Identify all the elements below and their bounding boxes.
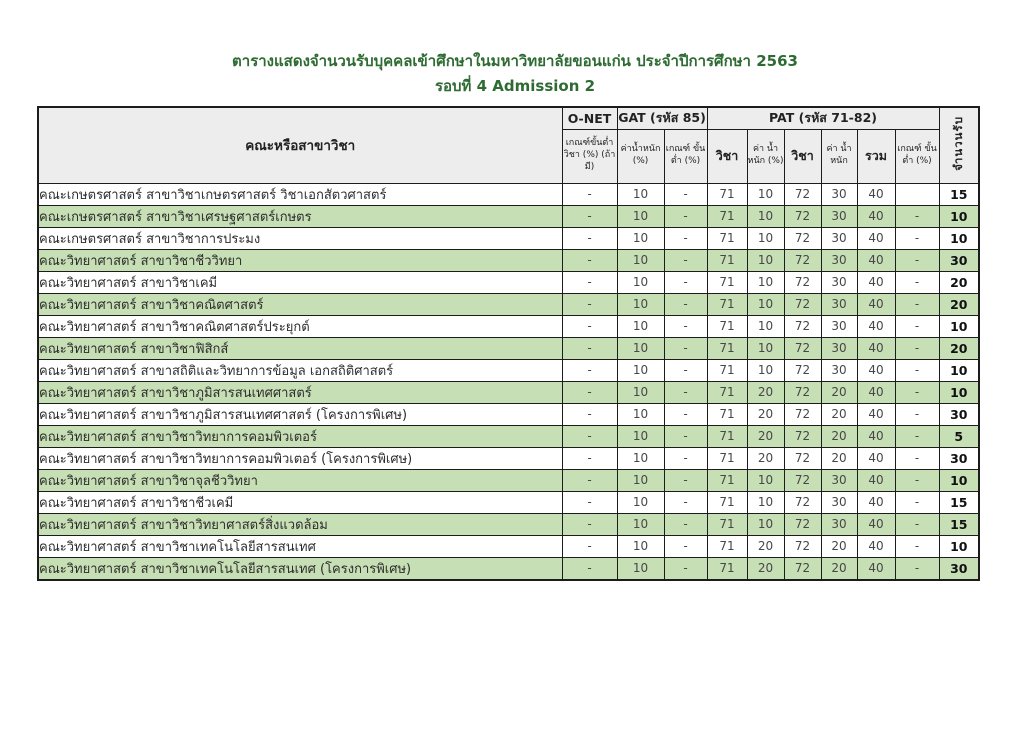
score-cell: - xyxy=(664,425,707,447)
score-cell: 71 xyxy=(707,447,747,469)
score-cell: - xyxy=(895,271,939,293)
table-row xyxy=(38,425,979,447)
score-cell: - xyxy=(562,227,617,249)
table-row xyxy=(38,469,979,491)
faculty-cell: คณะวิทยาศาสตร์ สาขาวิชาเทคโนโลยีสารสนเทศ xyxy=(38,535,562,557)
admission-count-cell: 10 xyxy=(939,469,979,491)
score-cell: 10 xyxy=(617,491,664,513)
score-cell: 71 xyxy=(707,183,747,205)
admission-count-cell: 10 xyxy=(939,359,979,381)
score-cell: 72 xyxy=(784,403,821,425)
score-cell: 71 xyxy=(707,513,747,535)
admission-count-cell: 15 xyxy=(939,183,979,205)
score-cell: 30 xyxy=(821,227,857,249)
score-cell: 40 xyxy=(857,249,895,271)
score-cell: - xyxy=(562,469,617,491)
col-subheader-gat-min: เกณฑ์ ขั้นต่ำ (%) xyxy=(664,129,707,183)
admission-count-cell: 15 xyxy=(939,491,979,513)
faculty-cell: คณะวิทยาศาสตร์ สาขาวิชาภูมิสารสนเทศศาสตร์ (โครงการพิเศษ) xyxy=(38,403,562,425)
page-title: ตารางแสดงจำนวนรับบุคคลเข้าศึกษาในมหาวิทยาลัยขอนแก่น ประจำปีการศึกษา 2563 xyxy=(232,52,798,70)
score-cell: 10 xyxy=(617,535,664,557)
score-cell: 10 xyxy=(617,425,664,447)
col-subheader-onet-min: เกณฑ์ขั้นต่ำวิชา (%) (ถ้ามี) xyxy=(562,129,617,183)
score-cell: 72 xyxy=(784,227,821,249)
faculty-cell: คณะวิทยาศาสตร์ สาขาวิชาคณิตศาสตร์ประยุกต์ xyxy=(38,315,562,337)
score-cell: 40 xyxy=(857,447,895,469)
table-row xyxy=(38,249,979,271)
score-cell: - xyxy=(895,403,939,425)
score-cell: 30 xyxy=(821,205,857,227)
score-cell: 30 xyxy=(821,315,857,337)
score-cell: 30 xyxy=(821,249,857,271)
score-cell: - xyxy=(664,381,707,403)
score-cell: - xyxy=(895,425,939,447)
score-cell: 10 xyxy=(617,293,664,315)
admission-count-cell: 10 xyxy=(939,205,979,227)
score-cell: - xyxy=(895,249,939,271)
score-cell: - xyxy=(664,535,707,557)
score-cell: - xyxy=(895,205,939,227)
score-cell: 71 xyxy=(707,381,747,403)
score-cell: - xyxy=(895,227,939,249)
score-cell: - xyxy=(664,227,707,249)
score-cell: - xyxy=(562,381,617,403)
score-cell: - xyxy=(664,403,707,425)
score-cell: 10 xyxy=(617,557,664,580)
score-cell: 71 xyxy=(707,403,747,425)
score-cell: 10 xyxy=(617,359,664,381)
score-cell: 72 xyxy=(784,293,821,315)
col-subheader-pat-weight-1: ค่า น้ำหนัก (%) xyxy=(747,129,784,183)
score-cell: 30 xyxy=(821,359,857,381)
score-cell: - xyxy=(664,359,707,381)
score-cell: 10 xyxy=(747,491,784,513)
score-cell: 30 xyxy=(821,513,857,535)
table-row xyxy=(38,381,979,403)
admission-count-cell: 10 xyxy=(939,315,979,337)
score-cell: - xyxy=(895,535,939,557)
score-cell: - xyxy=(664,337,707,359)
score-cell: - xyxy=(562,293,617,315)
admission-count-cell: 20 xyxy=(939,271,979,293)
faculty-cell: คณะวิทยาศาสตร์ สาขาวิชาภูมิสารสนเทศศาสตร์ xyxy=(38,381,562,403)
score-cell: 71 xyxy=(707,271,747,293)
score-cell: 72 xyxy=(784,249,821,271)
admission-count-cell: 20 xyxy=(939,293,979,315)
faculty-cell: คณะวิทยาศาสตร์ สาขาวิชาวิทยาศาสตร์สิ่งแวดล้อม xyxy=(38,513,562,535)
col-subheader-pat-min: เกณฑ์ ขั้นต่ำ (%) xyxy=(895,129,939,183)
score-cell: 71 xyxy=(707,293,747,315)
score-cell: - xyxy=(664,469,707,491)
score-cell: 72 xyxy=(784,447,821,469)
score-cell: 71 xyxy=(707,205,747,227)
col-header-onet: O-NET xyxy=(562,107,617,129)
score-cell: 30 xyxy=(821,337,857,359)
score-cell: 72 xyxy=(784,491,821,513)
score-cell: 10 xyxy=(617,403,664,425)
score-cell: 10 xyxy=(617,249,664,271)
score-cell: 30 xyxy=(821,183,857,205)
score-cell: 71 xyxy=(707,535,747,557)
score-cell: - xyxy=(562,447,617,469)
score-cell: - xyxy=(664,447,707,469)
table-row xyxy=(38,557,979,580)
score-cell: - xyxy=(895,293,939,315)
table-row xyxy=(38,227,979,249)
score-cell: 72 xyxy=(784,337,821,359)
score-cell: - xyxy=(895,469,939,491)
table-row xyxy=(38,183,979,205)
admission-count-cell: 30 xyxy=(939,249,979,271)
header-group-row xyxy=(38,107,979,129)
score-cell: 71 xyxy=(707,359,747,381)
score-cell: - xyxy=(562,271,617,293)
score-cell: 40 xyxy=(857,227,895,249)
score-cell: 10 xyxy=(747,469,784,491)
faculty-cell: คณะเกษตรศาสตร์ สาขาวิชาเกษตรศาสตร์ วิชาเอกสัตวศาสตร์ xyxy=(38,183,562,205)
admission-count-cell: 10 xyxy=(939,535,979,557)
score-cell: 40 xyxy=(857,205,895,227)
score-cell: 72 xyxy=(784,359,821,381)
score-cell: 10 xyxy=(747,293,784,315)
score-cell: 10 xyxy=(617,513,664,535)
score-cell: 20 xyxy=(821,535,857,557)
score-cell: - xyxy=(664,491,707,513)
score-cell: - xyxy=(562,491,617,513)
score-cell: 10 xyxy=(617,469,664,491)
score-cell: 20 xyxy=(747,535,784,557)
table-header xyxy=(38,107,979,183)
score-cell: - xyxy=(895,513,939,535)
score-cell: 72 xyxy=(784,469,821,491)
score-cell: 30 xyxy=(821,293,857,315)
score-cell: 40 xyxy=(857,425,895,447)
score-cell: 20 xyxy=(747,425,784,447)
score-cell: 40 xyxy=(857,315,895,337)
score-cell: - xyxy=(664,513,707,535)
table-row xyxy=(38,403,979,425)
score-cell: - xyxy=(895,315,939,337)
score-cell: 10 xyxy=(617,315,664,337)
score-cell: 20 xyxy=(747,381,784,403)
admission-count-cell: 10 xyxy=(939,227,979,249)
table-row xyxy=(38,513,979,535)
score-cell: 40 xyxy=(857,381,895,403)
admission-count-cell: 5 xyxy=(939,425,979,447)
score-cell: 10 xyxy=(617,183,664,205)
score-cell: - xyxy=(562,337,617,359)
col-subheader-pat-weight-2: ค่า น้ำหนัก xyxy=(821,129,857,183)
score-cell: 71 xyxy=(707,491,747,513)
score-cell: 20 xyxy=(821,447,857,469)
score-cell: 10 xyxy=(747,315,784,337)
table-row xyxy=(38,205,979,227)
score-cell: 10 xyxy=(617,205,664,227)
score-cell: 71 xyxy=(707,469,747,491)
score-cell: 71 xyxy=(707,425,747,447)
score-cell xyxy=(895,183,939,205)
admission-count-cell: 10 xyxy=(939,381,979,403)
faculty-cell: คณะวิทยาศาสตร์ สาขาวิชาชีวเคมี xyxy=(38,491,562,513)
score-cell: - xyxy=(664,293,707,315)
table-body xyxy=(38,183,979,580)
table-row xyxy=(38,315,979,337)
score-cell: 72 xyxy=(784,271,821,293)
score-cell: - xyxy=(562,425,617,447)
score-cell: 10 xyxy=(617,447,664,469)
table-row xyxy=(38,271,979,293)
col-header-gat: GAT (รหัส 85) xyxy=(617,107,707,129)
admission-count-cell: 20 xyxy=(939,337,979,359)
score-cell: 20 xyxy=(821,425,857,447)
faculty-cell: คณะวิทยาศาสตร์ สาขาวิชาวิทยาการคอมพิวเตอร์ xyxy=(38,425,562,447)
admission-count-cell: 15 xyxy=(939,513,979,535)
score-cell: 20 xyxy=(821,557,857,580)
score-cell: - xyxy=(664,205,707,227)
col-subheader-total: รวม xyxy=(857,129,895,183)
score-cell: 71 xyxy=(707,227,747,249)
score-cell: - xyxy=(562,535,617,557)
col-subheader-gat-weight: ค่าน้ำหนัก (%) xyxy=(617,129,664,183)
score-cell: 10 xyxy=(617,271,664,293)
score-cell: - xyxy=(895,359,939,381)
admission-table xyxy=(37,106,980,581)
admission-label: จำนวนรับ xyxy=(951,115,966,171)
score-cell: - xyxy=(562,315,617,337)
score-cell: 72 xyxy=(784,381,821,403)
col-subheader-pat-subject-2: วิชา xyxy=(784,129,821,183)
score-cell: 72 xyxy=(784,513,821,535)
page-subtitle: รอบที่ 4 Admission 2 xyxy=(434,77,596,95)
faculty-cell: คณะวิทยาศาสตร์ สาขาวิชาชีววิทยา xyxy=(38,249,562,271)
score-cell: 20 xyxy=(747,557,784,580)
admission-count-cell: 30 xyxy=(939,447,979,469)
faculty-cell: คณะวิทยาศาสตร์ สาขาวิชาเทคโนโลยีสารสนเทศ (โครงการพิเศษ) xyxy=(38,557,562,580)
admission-count-cell: 30 xyxy=(939,403,979,425)
score-cell: 71 xyxy=(707,337,747,359)
score-cell: - xyxy=(562,557,617,580)
score-cell: 30 xyxy=(821,271,857,293)
faculty-cell: คณะวิทยาศาสตร์ สาขาวิชาฟิสิกส์ xyxy=(38,337,562,359)
faculty-cell: คณะวิทยาศาสตร์ สาขาวิชาคณิตศาสตร์ xyxy=(38,293,562,315)
score-cell: 10 xyxy=(747,205,784,227)
score-cell: 71 xyxy=(707,249,747,271)
faculty-cell: คณะเกษตรศาสตร์ สาขาวิชาเศรษฐศาสตร์เกษตร xyxy=(38,205,562,227)
score-cell: - xyxy=(562,359,617,381)
score-cell: 20 xyxy=(821,403,857,425)
score-cell: - xyxy=(562,249,617,271)
score-cell: 10 xyxy=(747,249,784,271)
table-row xyxy=(38,293,979,315)
score-cell: 72 xyxy=(784,557,821,580)
score-cell: 10 xyxy=(747,271,784,293)
table-row xyxy=(38,491,979,513)
score-cell: 40 xyxy=(857,183,895,205)
col-subheader-pat-subject-1: วิชา xyxy=(707,129,747,183)
score-cell: 40 xyxy=(857,557,895,580)
score-cell: 10 xyxy=(747,183,784,205)
faculty-cell: คณะวิทยาศาสตร์ สาขาวิชาเคมี xyxy=(38,271,562,293)
score-cell: - xyxy=(895,381,939,403)
score-cell: - xyxy=(562,403,617,425)
score-cell: 20 xyxy=(821,381,857,403)
faculty-cell: คณะวิทยาศาสตร์ สาขาวิชาจุลชีววิทยา xyxy=(38,469,562,491)
score-cell: 71 xyxy=(707,315,747,337)
score-cell: 40 xyxy=(857,337,895,359)
score-cell: 10 xyxy=(747,337,784,359)
faculty-cell: คณะวิทยาศาสตร์ สาขาสถิติและวิทยาการข้อมูล เอกสถิติศาสตร์ xyxy=(38,359,562,381)
score-cell: 10 xyxy=(617,227,664,249)
score-cell: 10 xyxy=(617,381,664,403)
score-cell: 40 xyxy=(857,535,895,557)
score-cell: 10 xyxy=(747,359,784,381)
score-cell: 40 xyxy=(857,491,895,513)
score-cell: 10 xyxy=(747,513,784,535)
score-cell: 40 xyxy=(857,271,895,293)
score-cell: - xyxy=(895,557,939,580)
score-cell: 40 xyxy=(857,359,895,381)
score-cell: 10 xyxy=(747,227,784,249)
score-cell: - xyxy=(895,491,939,513)
table-row xyxy=(38,337,979,359)
score-cell: 10 xyxy=(617,337,664,359)
col-header-pat: PAT (รหัส 71-82) xyxy=(707,107,939,129)
score-cell: 20 xyxy=(747,403,784,425)
score-cell: 40 xyxy=(857,403,895,425)
score-cell: 40 xyxy=(857,469,895,491)
score-cell: - xyxy=(664,183,707,205)
score-cell: 72 xyxy=(784,315,821,337)
table-row xyxy=(38,447,979,469)
faculty-cell: คณะเกษตรศาสตร์ สาขาวิชาการประมง xyxy=(38,227,562,249)
table-row xyxy=(38,359,979,381)
score-cell: - xyxy=(664,249,707,271)
score-cell: - xyxy=(562,513,617,535)
score-cell: - xyxy=(895,337,939,359)
score-cell: 40 xyxy=(857,293,895,315)
score-cell: - xyxy=(664,315,707,337)
score-cell: - xyxy=(895,447,939,469)
table-row xyxy=(38,535,979,557)
col-header-faculty: คณะหรือสาขาวิชา xyxy=(38,107,562,183)
score-cell: 72 xyxy=(784,425,821,447)
score-cell: 20 xyxy=(747,447,784,469)
score-cell: 30 xyxy=(821,469,857,491)
score-cell: - xyxy=(562,183,617,205)
score-cell: - xyxy=(664,271,707,293)
score-cell: 30 xyxy=(821,491,857,513)
score-cell: 72 xyxy=(784,535,821,557)
score-cell: 71 xyxy=(707,557,747,580)
score-cell: 72 xyxy=(784,205,821,227)
col-header-admission xyxy=(939,107,979,183)
score-cell: - xyxy=(562,205,617,227)
admission-count-cell: 30 xyxy=(939,557,979,580)
score-cell: 40 xyxy=(857,513,895,535)
score-cell: 72 xyxy=(784,183,821,205)
faculty-cell: คณะวิทยาศาสตร์ สาขาวิชาวิทยาการคอมพิวเตอร์ (โครงการพิเศษ) xyxy=(38,447,562,469)
score-cell: - xyxy=(664,557,707,580)
